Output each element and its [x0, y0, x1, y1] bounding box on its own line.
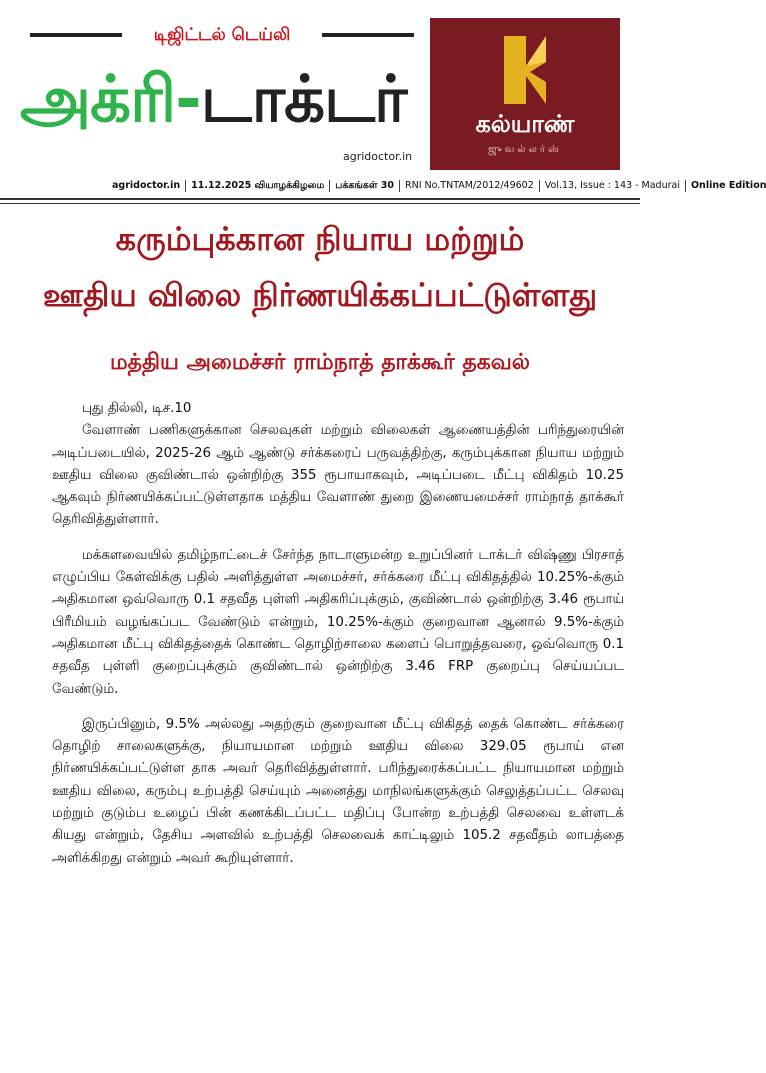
logo-part-dark: டாக்டர்: [200, 63, 407, 137]
article-paragraph: வேளாண் பணிகளுக்கான செலவுகள் மற்றும் விலைகள் ஆணையத்தின் பரிந்துரையின் அடிப்படையில், 2025-26 ஆம் ஆண்டு சர்க்கரைப் பருவத்திற்கு, கரும்புக்கான நியாய மற்றும் ஊதிய விலை குவிண்டால் ஒன்றிற்கு 355 ரூபாயாகவும், அடிப்படை மீட்பு விகிதம் 10.25 ஆகவும் நிர்ணயிக்கப்பட்டுள்ளதாக மத்திய வேளாண் துறை இணையமைச்சர் ராம்நாத் தாக்கூர் தெரிவித்துள்ளார்.: [52, 423, 624, 528]
article-paragraph: மக்களவையில் தமிழ்நாட்டைச் சேர்ந்த நாடாளுமன்ற உறுப்பினர் டாக்டர் விஷ்ணு பிரசாத் எழுப்பிய கேள்விக்கு பதில் அளித்துள்ள அமைச்சர், சர்க்கரை மீட்பு விகிதத்தில் 10.25%-க்கும் அதிகமான ஒவ்வொரு 0.1 சதவீத புள்ளி அதிகரிப்புக்கும், குவிண்டால் ஒன்றிற்கு 3.46 ரூபாய் பிரீமியம் வழங்கப்பட வேண்டும் என்றும், 10.25%-க்கும் குறைவான ஆனால் 9.5%-க்கும் அதிகமான மீட்பு விகிதத்தைக் கொண்ட தொழிற்சாலை களைப் பொறுத்தவரை, ஒவ்வொரு 0.1 சதவீத புள்ளி குறைப்புக்கும் குவிண்டால் ஒன்றிற்கு 3.46 FRP குறைப்பு செய்யப்பட வேண்டும்.: [52, 547, 624, 697]
tagline-row: [22, 20, 420, 50]
tagline-rule-left: [30, 33, 122, 37]
dateline: புது தில்லி, டிச.10: [82, 401, 192, 416]
separator: [329, 180, 330, 192]
info-site[interactable]: agridoctor.in: [112, 180, 181, 191]
info-rni: RNI No.TNTAM/2012/49602: [404, 180, 534, 191]
separator: [685, 180, 686, 192]
masthead-divider: [0, 198, 640, 204]
ad-brand-name: கல்யாண்: [475, 110, 575, 138]
info-volume: Vol.13, Issue : 143 - Madurai: [544, 180, 680, 191]
masthead: [0, 0, 766, 200]
issue-info-bar: [112, 178, 766, 194]
subheadline: மத்திய அமைச்சர் ராம்நாத் தாக்கூர் தகவல்: [109, 350, 531, 375]
info-pages: பக்கங்கள் 30: [335, 180, 394, 191]
separator: [539, 180, 540, 192]
advertisement-banner[interactable]: [430, 18, 620, 170]
headline-line-1: கரும்புக்கான நியாய மற்றும்: [115, 220, 525, 258]
logo-part-green: அக்ரி-: [20, 63, 201, 137]
info-edition: Online Edition: [690, 180, 766, 191]
tagline: டிஜிட்டல் டெய்லி: [153, 25, 291, 45]
ad-brand-subtitle: ஜுவல்லர்ஸ்: [488, 144, 562, 155]
logo-site-url[interactable]: agridoctor.in: [343, 150, 413, 163]
separator: [185, 180, 186, 192]
article-body: [52, 398, 624, 870]
newspaper-logo[interactable]: [20, 50, 420, 150]
tagline-rule-right: [322, 33, 414, 37]
headline-line-2: ஊதிய விலை நிர்ணயிக்கப்பட்டுள்ளது: [42, 276, 598, 314]
article-paragraph: இருப்பினும், 9.5% அல்லது அதற்கும் குறைவான மீட்பு விகிதத் தைக் கொண்ட சர்க்கரை தொழிற் சாலைகளுக்கு, நியாயமான மற்றும் ஊதிய விலை 329.05 ரூபாய் என நிர்ணயிக்கப்பட்டுள்ள தாக அவர் தெரிவித்துள்ளார். பரிந்துரைக்கப்பட்ட நியாயமான மற்றும் ஊதிய விலை, கரும்பு உற்பத்தி செய்யும் அனைத்து மாநிலங்களுக்கும் செலுத்தப்பட்ட செலவு மற்றும் குடும்ப உழைப் பின் கணக்கிடப்பட்ட மதிப்பு போன்ற உற்பத்தி செலவை உள்ளடக் கியது என்றும், தேசிய அளவில் உற்பத்தி செலவைக் காட்டிலும் 105.2 சதவீதம் லாபத்தை அளிக்கிறது என்றும் அவர் கூறியுள்ளார்.: [52, 716, 624, 866]
separator: [399, 180, 400, 192]
info-date: 11.12.2025 வியாழக்கிழமை: [191, 180, 325, 191]
brand-logo-icon: [500, 32, 550, 108]
